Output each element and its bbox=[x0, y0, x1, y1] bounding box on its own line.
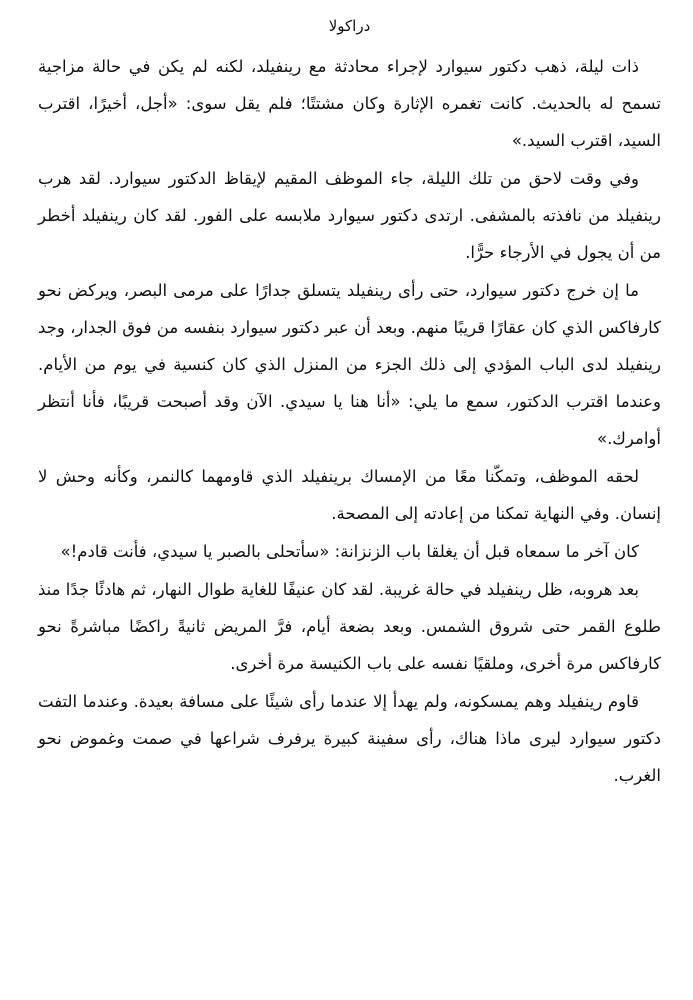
paragraph-3: ما إن خرج دكتور سيوارد، حتى رأى رينفيلد يتسلق جدارًا على مرمى البصر، ويركض نحو كارفاكس الذي كان عقارًا قريبًا منهم. وبعد أن عبر دكتور سيوارد بنفسه من فوق الجدار، وجد رينفيلد لدى الباب المؤدي إلى ذلك الجزء من المنزل الذي كان كنسية في يوم من الأيام. وعندما اقترب الدكتور، سمع ما يلي: «أنا هنا يا سيدي. الآن وقد أصبحت قريبًا، فأنا أنتظر أوامرك.» bbox=[38, 281, 661, 448]
paragraph-4: لحقه الموظف، وتمكّنا معًا من الإمساك برينفيلد الذي قاومهما كالنمر، وكأنه وحش لا إنسان. وفي النهاية تمكنا من إعادته إلى المصحة. bbox=[38, 467, 661, 523]
paragraph-2: وفي وقت لاحق من تلك الليلة، جاء الموظف المقيم لإيقاظ الدكتور سيوارد. لقد هرب رينفيلد من نافذته بالمشفى. ارتدى دكتور سيوارد ملابسه على الفور. لقد كان رينفيلد أخطر من أن يجول في الأرجاء حرًّا. bbox=[38, 169, 661, 262]
body-text bbox=[38, 48, 661, 794]
paragraph-6: بعد هروبه، ظل رينفيلد في حالة غريبة. لقد كان عنيفًا للغاية طوال النهار، ثم هادئًا جدًا منذ طلوع القمر حتى شروق الشمس. وبعد بضعة أيام، فرَّ المريض ثانيةً راكضًا مباشرةً نحو كارفاكس مرة أخرى، وملقيًا نفسه على باب الكنيسة مرة أخرى. bbox=[38, 580, 661, 673]
paragraph-5: كان آخر ما سمعاه قبل أن يغلقا باب الزنزانة: «سأتحلى بالصبر يا سيدي، فأنت قادم!» bbox=[60, 542, 639, 561]
paragraph-7: قاوم رينفيلد وهم يمسكونه، ولم يهدأ إلا عندما رأى شيئًا على مسافة بعيدة. وعندما التفت دكتور سيوارد ليرى ماذا هناك، رأى سفينة كبيرة يرفرف شراعها في صمت وغموض نحو الغرب. bbox=[38, 692, 661, 785]
page-header-title: دراكولا bbox=[328, 17, 371, 35]
paragraph-1: ذات ليلة، ذهب دكتور سيوارد لإجراء محادثة مع رينفيلد، لكنه لم يكن في حالة مزاجية تسمح له بالحديث. كانت تغمره الإثارة وكان مشتتًا؛ فلم يقل سوى: «أجل، أخيرًا، اقترب السيد، اقترب السيد.» bbox=[38, 57, 661, 150]
